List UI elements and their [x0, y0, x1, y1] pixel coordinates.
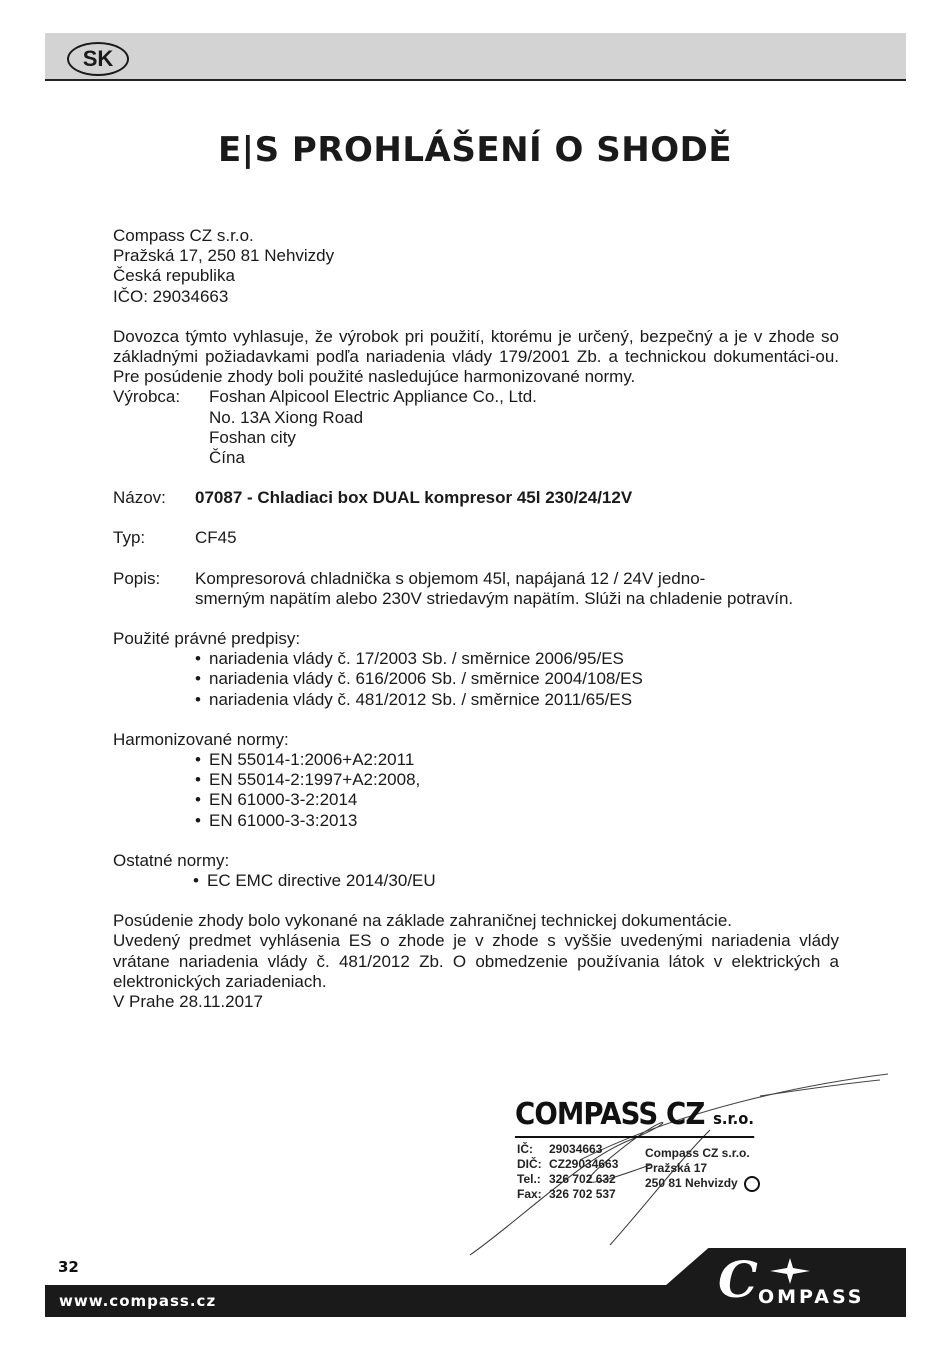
harmonized-section	[113, 730, 839, 831]
description-line: smerným napätím alebo 230V striedavým napätím. Slúži na chladenie potravín.	[195, 588, 794, 608]
stamp-fax: 326 702 537	[549, 1187, 616, 1201]
list-item: • EN 55014-2:1997+A2:2008,	[209, 770, 839, 790]
manufacturer-line: No. 13A Xiong Road	[209, 407, 364, 427]
description-line: Kompresorová chladnička s objemom 45l, napájaná 12 / 24V jedno-	[195, 568, 706, 588]
company-address	[113, 226, 839, 307]
intro-paragraph: Dovozca týmto vyhlasuje, že výrobok pri použití, ktorému je určený, bezpečný a je v zhode so základnými požiadavkami podľa nariadenia vlády 179/2001 Zb. a technickou dokumentáci-ou. Pre posúdenie zhody boli použité nasledujúce harmonizované normy.	[113, 326, 839, 387]
list-item: • EC EMC directive 2014/30/EU	[207, 871, 839, 891]
stamp-company-suffix: s.r.o.	[713, 1109, 754, 1128]
company-stamp	[515, 1098, 785, 1208]
stamp-address	[645, 1146, 760, 1192]
other-standards-list	[207, 871, 839, 891]
harmonized-heading: Harmonizované normy:	[113, 729, 289, 749]
list-item: • nariadenia vlády č. 17/2003 Sb. / směrnice 2006/95/ES	[209, 649, 839, 669]
list-item: • EN 61000-3-2:2014	[209, 790, 839, 810]
logo-initial: C	[718, 1250, 758, 1309]
list-item: • EN 61000-3-3:2013	[209, 811, 839, 831]
circle-icon	[744, 1176, 760, 1192]
list-item: • EN 55014-1:2006+A2:2011	[209, 750, 839, 770]
declaration-body	[113, 226, 839, 1012]
stamp-dic-label: DIČ:	[517, 1157, 542, 1171]
other-standards-heading: Ostatné normy:	[113, 850, 230, 870]
manufacturer-address	[209, 387, 537, 468]
stamp-ic: 29034663	[549, 1142, 603, 1156]
stamp-fax-label: Fax:	[517, 1187, 542, 1201]
regulations-section	[113, 629, 839, 710]
regulations-list	[209, 649, 839, 710]
manufacturer-line: Foshan city	[209, 427, 296, 447]
compass-logo	[718, 1250, 893, 1312]
manufacturer-line: Foshan Alpicool Electric Appliance Co., Ltd.	[209, 387, 537, 407]
footer-url[interactable]: www.compass.cz	[59, 1292, 217, 1310]
regulations-heading: Použité právné predpisy:	[113, 629, 301, 649]
stamp-tel-label: Tel.:	[517, 1172, 541, 1186]
stamp-address-company: Compass CZ s.r.o.	[645, 1146, 750, 1160]
stamp-ic-label: IČ:	[517, 1142, 533, 1156]
harmonized-list	[209, 750, 839, 831]
page-number: 32	[58, 1258, 79, 1276]
stamp-title	[515, 1098, 754, 1138]
product-type-value: CF45	[195, 528, 237, 548]
stamp-address-street: Pražská 17	[645, 1161, 708, 1175]
conformity-paragraph: Uvedený predmet vyhlásenia ES o zhode je v zhode s vyššie uvedenými nariadenia vlády vrátane nariadenia vlády č. 481/2012 Zb. O obmedzenie používania látok v elektrických a elektronických zariadeniach.	[113, 931, 839, 991]
list-item: • nariadenia vlády č. 616/2006 Sb. / směrnice 2004/108/ES	[209, 669, 839, 689]
place-date: V Prahe 28.11.2017	[113, 992, 263, 1012]
manufacturer-label: Výrobca:	[113, 387, 181, 407]
description-text	[195, 569, 793, 609]
stamp-ids	[517, 1142, 618, 1202]
description-label: Popis:	[113, 568, 161, 588]
language-badge: SK	[67, 42, 129, 76]
product-type-row	[113, 528, 839, 548]
other-standards-section	[113, 851, 839, 891]
stamp-tel: 326 702 632	[549, 1172, 616, 1186]
logo-word: OMPASS	[758, 1286, 865, 1308]
company-line: Pražská 17, 250 81 Nehvizdy	[113, 246, 335, 266]
product-name-value: 07087 - Chladiaci box DUAL kompresor 45l 230/24/12V	[195, 488, 633, 508]
compass-star-icon	[770, 1258, 810, 1284]
company-line: Compass CZ s.r.o.	[113, 226, 254, 245]
header-bar	[45, 33, 906, 81]
list-item: • nariadenia vlády č. 481/2012 Sb. / směrnice 2011/65/ES	[209, 690, 839, 710]
page-title: E|S PROHLÁŠENÍ O SHODĚ	[217, 130, 733, 170]
product-name-label: Názov:	[113, 488, 166, 508]
assessment-paragraph: Posúdenie zhody bolo vykonané na základe zahraničnej technickej dokumentácie.	[113, 911, 733, 931]
company-line: Česká republika	[113, 266, 235, 286]
manufacturer-line: Čína	[209, 448, 245, 468]
stamp-company-name: COMPASS CZ	[515, 1097, 705, 1132]
product-type-label: Typ:	[113, 528, 146, 548]
description-row	[113, 569, 839, 609]
stamp-dic: CZ29034663	[549, 1157, 619, 1171]
product-name-row	[113, 488, 839, 508]
stamp-address-city: 250 81 Nehvizdy	[645, 1176, 738, 1191]
company-line: IČO: 29034663	[113, 286, 229, 306]
manufacturer-section	[113, 387, 839, 468]
